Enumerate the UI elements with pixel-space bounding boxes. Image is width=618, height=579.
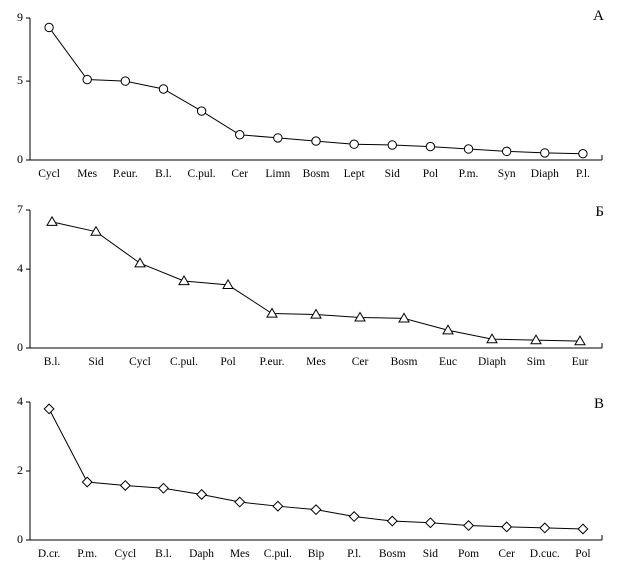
data-point-marker — [502, 522, 512, 532]
x-axis-tick-label: Sid — [88, 356, 104, 368]
axis-lines — [30, 210, 602, 348]
x-axis-tick-label: Cycl — [129, 356, 151, 368]
data-point-marker — [531, 335, 541, 344]
data-point-marker — [179, 276, 189, 285]
data-point-marker — [387, 516, 397, 526]
y-axis-tick-label: 4 — [17, 260, 23, 275]
x-axis-tick-label: B.l. — [155, 168, 172, 180]
x-axis-tick-label: Bosm — [378, 548, 406, 560]
data-point-marker — [273, 501, 283, 511]
data-point-marker — [312, 137, 320, 145]
chart-panel-c — [0, 388, 618, 579]
data-point-marker — [464, 521, 474, 531]
data-point-marker — [83, 75, 91, 83]
x-axis-tick-label: Diaph — [530, 168, 559, 180]
data-point-marker — [197, 490, 207, 500]
x-axis-tick-label: B.l. — [155, 548, 172, 560]
x-axis-tick-label: B.l. — [43, 356, 61, 368]
data-point-marker — [541, 149, 549, 157]
x-axis-tick-label: Sim — [526, 356, 546, 368]
x-axis-tick-label: P.l. — [347, 548, 362, 560]
x-axis-tick-label: Limn — [265, 168, 291, 180]
x-axis-tick-label: Lept — [343, 168, 365, 180]
data-point-marker — [399, 313, 409, 322]
data-point-marker — [502, 147, 510, 155]
x-axis-tick-label: Cer — [231, 168, 249, 180]
x-axis-tick-label: Daph — [189, 548, 215, 560]
data-point-marker — [349, 512, 359, 522]
x-axis-tick-label: Cer — [351, 356, 369, 368]
x-axis-tick-label: D.cr. — [37, 548, 61, 560]
data-point-marker — [267, 309, 277, 318]
x-axis-tick-label: Euc — [439, 356, 457, 368]
x-axis-tick-label: Bip — [307, 548, 325, 560]
data-point-marker — [350, 140, 358, 148]
data-point-marker — [579, 149, 587, 157]
chart-panel-a — [0, 0, 618, 192]
x-axis-tick-label: P.eur. — [259, 356, 285, 368]
x-axis-tick-label: Pol — [575, 548, 591, 560]
y-axis-tick-label: 7 — [17, 201, 23, 216]
x-axis-tick-label: Mes — [229, 548, 250, 560]
data-point-marker — [45, 23, 53, 31]
x-axis-tick-label: Cycl — [38, 168, 60, 180]
x-axis-tick-label: C.pul. — [169, 356, 199, 368]
data-point-marker — [311, 309, 321, 318]
data-point-marker — [274, 134, 282, 142]
data-point-marker — [159, 85, 167, 93]
x-axis-tick-label: C.pul. — [187, 168, 216, 180]
x-axis-tick-label: Cycl — [114, 548, 137, 560]
x-axis-tick-label: Bosm — [390, 356, 418, 368]
data-point-marker — [82, 477, 92, 487]
x-axis-tick-label: D.cuc. — [529, 548, 560, 560]
data-point-marker — [388, 141, 396, 149]
x-axis-tick-label: Sid — [384, 168, 400, 180]
x-axis-tick-label: Diaph — [477, 356, 507, 368]
chart-svg-b — [0, 192, 618, 388]
chart-svg-a — [0, 0, 618, 192]
data-point-marker — [464, 145, 472, 153]
x-axis-tick-label: Sid — [422, 548, 439, 560]
y-axis-tick-label: 9 — [17, 9, 23, 24]
x-axis-tick-label: Syn — [497, 168, 516, 180]
x-axis-tick-label: Pol — [422, 168, 439, 180]
data-point-marker — [44, 404, 54, 414]
data-point-marker — [540, 523, 550, 533]
data-point-marker — [311, 505, 321, 515]
data-point-marker — [135, 258, 145, 267]
x-axis-tick-label: Pol — [220, 356, 236, 368]
data-point-marker — [197, 107, 205, 115]
data-point-marker — [426, 142, 434, 150]
data-point-marker — [235, 497, 245, 507]
x-axis-tick-label: Mes — [77, 168, 98, 180]
data-point-marker — [426, 518, 436, 528]
y-axis-tick-label: 0 — [17, 151, 23, 166]
plot-area-c — [0, 388, 618, 579]
x-axis-tick-label: P.m. — [458, 168, 479, 180]
x-axis-tick-label: Mes — [306, 356, 326, 368]
y-axis-tick-label: 4 — [17, 393, 23, 408]
y-axis-tick-label: 5 — [17, 72, 23, 87]
x-axis-tick-label: Pom — [457, 548, 480, 560]
data-point-marker — [121, 77, 129, 85]
panel-label-b: Б — [595, 204, 604, 220]
data-point-marker — [578, 524, 588, 534]
axis-lines — [30, 402, 602, 540]
chart-panel-b — [0, 192, 618, 388]
series-line — [49, 27, 583, 153]
y-axis-tick-label: 2 — [17, 462, 23, 477]
y-axis-tick-label: 0 — [17, 339, 23, 354]
data-point-marker — [47, 217, 57, 226]
data-point-marker — [575, 336, 585, 345]
x-axis-tick-label: Cer — [498, 548, 515, 560]
panel-label-a: А — [593, 8, 604, 24]
data-point-marker — [121, 481, 131, 491]
x-axis-tick-label: Bosm — [302, 168, 330, 180]
x-axis-tick-label: P.eur. — [112, 168, 138, 180]
panel-label-c: В — [593, 396, 604, 412]
data-point-marker — [159, 483, 169, 493]
data-point-marker — [236, 131, 244, 139]
plot-area-a — [0, 0, 618, 192]
x-axis-tick-label: P.m. — [77, 548, 98, 560]
x-axis-tick-label: Eur — [571, 356, 589, 368]
plot-area-b — [0, 192, 618, 388]
series-line — [52, 222, 580, 341]
y-axis-tick-label: 0 — [17, 531, 23, 546]
x-axis-tick-label: P.l. — [575, 168, 590, 180]
x-axis-tick-label: C.pul. — [263, 548, 292, 560]
chart-svg-c — [0, 388, 618, 579]
